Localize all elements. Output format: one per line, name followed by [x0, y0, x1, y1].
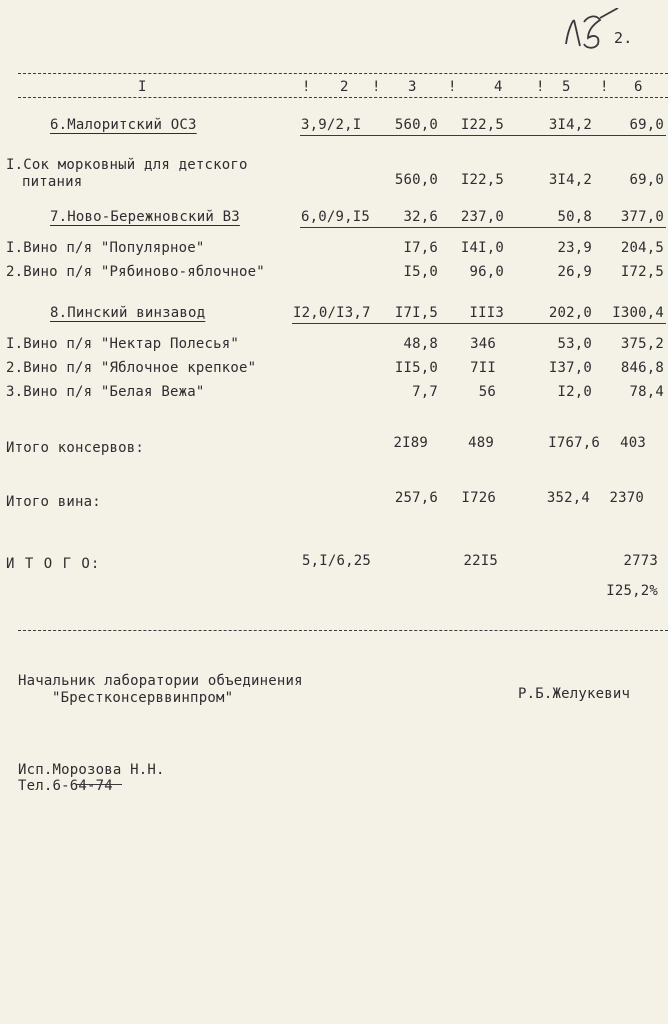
cell-col3: I5,0 [403, 264, 438, 280]
total-wine-label: Итого вина: [6, 494, 101, 510]
header-bottom-rule [18, 97, 668, 98]
column-header-6: 6 [634, 79, 643, 95]
cell-col5: 3I4,2 [548, 117, 592, 133]
cell-col6: 2773 [623, 553, 658, 569]
table-bottom-rule [18, 630, 668, 631]
cell-col3: 560,0 [394, 117, 438, 133]
column-separator: ! [536, 79, 545, 95]
cell-col3: I7I,5 [394, 305, 438, 321]
cell-col4: 489 [468, 435, 494, 451]
cell-col3: 2I89 [393, 435, 428, 451]
cell-col5: 26,9 [557, 264, 592, 280]
row-underline [300, 135, 666, 136]
enterprise-name: 6.Малоритский ОСЗ [50, 117, 197, 133]
executor-phone: Тел.6-64-74 [18, 778, 113, 794]
cell-col5: 23,9 [557, 240, 592, 256]
page-number: 2. [614, 29, 633, 47]
product-name: I.Сок морковный для детского [6, 157, 248, 173]
row-underline [300, 227, 666, 228]
cell-col5: I767,6 [548, 435, 600, 451]
enterprise-name: 8.Пинский винзавод [50, 305, 206, 321]
position-title: Начальник лаборатории объединения [18, 673, 303, 689]
cell-col4: I726 [461, 490, 496, 506]
cell-col3: I7,6 [403, 240, 438, 256]
cell-col6: 403 [620, 435, 646, 451]
cell-col4: I22,5 [460, 172, 504, 188]
column-header-1: I [138, 79, 147, 95]
cell-col5: 50,8 [557, 209, 592, 225]
cell-col2: 6,0/9,I5 [301, 209, 371, 225]
cell-col4: 22I5 [463, 553, 498, 569]
cell-col6: I300,4 [612, 305, 664, 321]
product-name: 2.Вино п/я "Яблочное крепкое" [6, 360, 257, 376]
cell-col4: 56 [478, 384, 496, 400]
column-header-5: 5 [562, 79, 571, 95]
column-header-4: 4 [494, 79, 503, 95]
cell-col6: 377,0 [620, 209, 664, 225]
cell-col6: 375,2 [620, 336, 664, 352]
cell-col5: I2,0 [557, 384, 592, 400]
column-header-3: 3 [408, 79, 417, 95]
cell-col6: 846,8 [620, 360, 664, 376]
column-separator: ! [448, 79, 457, 95]
cell-col4: I4I,0 [460, 240, 504, 256]
executor-name: Исп.Морозова Н.Н. [18, 762, 165, 778]
cell-col2: 3,9/2,I [301, 117, 362, 133]
cell-col4: 237,0 [460, 209, 504, 225]
cell-col4: 96,0 [469, 264, 504, 280]
organization-name: "Брестконсерввинпром" [52, 690, 234, 706]
product-name: 2.Вино п/я "Рябиново-яблочное" [6, 264, 265, 280]
total-canned-label: Итого консервов: [6, 440, 145, 456]
cell-col4: 7II [470, 360, 496, 376]
column-separator: ! [372, 79, 381, 95]
cell-col6: 2370 [609, 490, 644, 506]
row-underline [292, 323, 666, 324]
cell-col5: 352,4 [546, 490, 590, 506]
cell-col3: 32,6 [403, 209, 438, 225]
header-top-rule [18, 73, 668, 74]
percent-value: I25,2% [606, 583, 658, 599]
product-name-continued: питания [22, 174, 83, 190]
cell-col4: III3 [469, 305, 504, 321]
cell-col6: 204,5 [620, 240, 664, 256]
cell-col6: 69,0 [629, 172, 664, 188]
column-header-2: 2 [340, 79, 349, 95]
cell-col6: 69,0 [629, 117, 664, 133]
cell-col3: 48,8 [403, 336, 438, 352]
cell-col2: I2,0/I3,7 [293, 305, 371, 321]
column-separator: ! [600, 79, 609, 95]
strikethrough-mark [76, 784, 122, 785]
signatory-name: Р.Б.Желукевич [518, 686, 631, 702]
cell-col6: 78,4 [629, 384, 664, 400]
product-name: I.Вино п/я "Популярное" [6, 240, 205, 256]
cell-col3: 560,0 [394, 172, 438, 188]
cell-col2: 5,I/6,25 [302, 553, 372, 569]
cell-col4: 346 [470, 336, 496, 352]
product-name: I.Вино п/я "Нектар Полесья" [6, 336, 239, 352]
cell-col5: 202,0 [548, 305, 592, 321]
cell-col5: I37,0 [548, 360, 592, 376]
grand-total-label: И Т О Г О: [6, 556, 101, 572]
handwritten-mark-icon [560, 8, 620, 68]
cell-col3: 257,6 [394, 490, 438, 506]
enterprise-name: 7.Ново-Бережновский ВЗ [50, 209, 240, 225]
column-separator: ! [302, 79, 311, 95]
cell-col4: I22,5 [460, 117, 504, 133]
cell-col3: 7,7 [412, 384, 438, 400]
cell-col5: 3I4,2 [548, 172, 592, 188]
cell-col5: 53,0 [557, 336, 592, 352]
product-name: 3.Вино п/я "Белая Вежа" [6, 384, 205, 400]
cell-col3: II5,0 [394, 360, 438, 376]
cell-col6: I72,5 [620, 264, 664, 280]
